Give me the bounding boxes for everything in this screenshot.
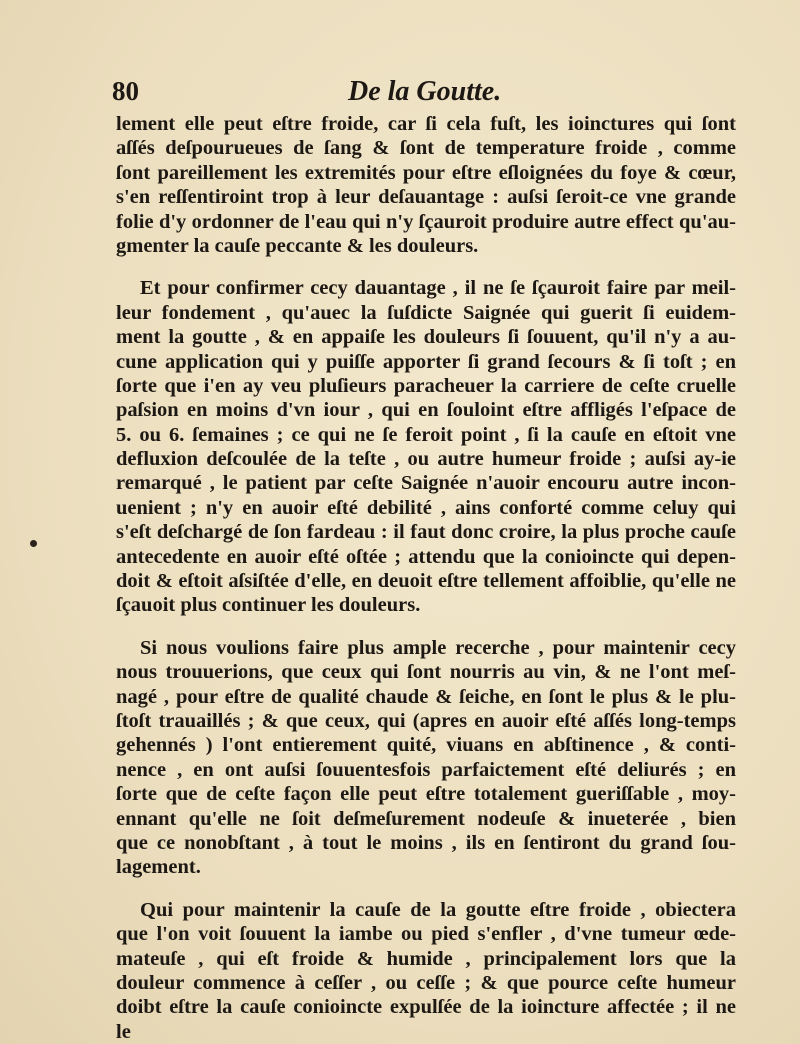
text-line: ment la goutte , & en appaiſe les douleurs ſi ſouuent, qu'il n'y a au- <box>116 326 736 349</box>
text-line: lagement. <box>116 856 201 879</box>
text-line: nagé , pour eſtre de qualité chaude & ſeiche, en ſont le plus & le plu- <box>116 685 736 708</box>
text-line: gmenter la cauſe peccante & les douleurs. <box>116 234 479 257</box>
text-line: mateuſe , qui eſt froide & humide , principalement lors que la <box>116 947 736 970</box>
text-line: folie d'y ordonner de l'eau qui n'y ſçauroit produire autre effect qu'au- <box>116 210 736 233</box>
text-line: ennant qu'elle ne ſoit deſmeſurement nodeuſe & inueterée , bien <box>116 807 736 830</box>
paragraph <box>116 276 736 617</box>
text-line: paſsion en moins d'vn iour , qui en ſouloint eſtre affligés l'eſpace de <box>116 399 736 422</box>
text-line: nence , en ont auſsi ſouuentesfois parfaictement eſté deliurés ; en <box>116 758 736 781</box>
text-line: antecedente en auoir eſté oſtée ; attendu que la conioincte qui depen- <box>116 545 736 568</box>
page-header <box>112 76 732 116</box>
text-line: s'en reſſentiroint trop à leur deſauantage : auſsi ſeroit-ce vne grande <box>116 186 736 209</box>
paragraph <box>116 636 736 880</box>
text-line: douleur commence à ceſſer , ou ceſſe ; & que pource ceſte humeur <box>116 971 736 994</box>
text-line: Et pour confirmer cecy dauantage , il ne ſe ſçauroit faire par meil- <box>140 277 736 300</box>
text-line: doibt eſtre la cauſe conioincte expulſée de la ioincture affectée ; il ne <box>116 996 736 1019</box>
text-line: s'eſt deſchargé de ſon fardeau : il faut donc croire, la plus proche cauſe <box>116 521 736 544</box>
text-line: ſorte que i'en ay veu pluſieurs paracheuer la carriere de ceſte cruelle <box>116 374 736 397</box>
text-line: Si nous voulions faire plus ample recerche , pour maintenir cecy <box>140 636 736 659</box>
text-line: leur fondement , qu'auec la ſuſdicte Saignée qui guerit ſi euidem- <box>116 301 736 324</box>
text-line: ſont pareillement les extremités pour eſtre eſloignées du foye & cœur, <box>116 161 736 184</box>
text-line: lement elle peut eſtre froide, car ſi cela fuſt, les ioinctures qui ſont <box>116 113 736 135</box>
text-line: cune application qui y puiſſe apporter ſi grand ſecours & ſi toſt ; en <box>116 350 736 373</box>
text-line: gehennés ) l'ont entierement quité, viuans en abſtinence , & conti- <box>116 734 736 757</box>
margin-dot <box>30 540 37 547</box>
running-title: De la Goutte. <box>348 76 502 107</box>
text-line: aſſés deſpourueues de ſang & ſont de temperature froide , comme <box>116 137 736 160</box>
text-line: ſtoſt trauaillés ; & que ceux, qui (apres en auoir eſté aſſés long-temps <box>116 709 736 732</box>
page-number: 80 <box>112 76 139 106</box>
text-line: defluxion deſcoulée de la teſte , ou autre humeur froide ; auſsi ay-ie <box>116 448 736 471</box>
text-line: remarqué , le patient par ceſte Saignée n'auoir encouru autre incon- <box>116 472 736 495</box>
text-line: ſorte que de ceſte façon elle peut eſtre totalement gueriſſable , moy- <box>116 783 736 806</box>
text-line: que l'on voit ſouuent la iambe ou pied s'enfler , d'vne tumeur œde- <box>116 923 736 946</box>
text-line: que ce nonobſtant , à tout le moins , ils en ſentiront du grand ſou- <box>116 831 736 854</box>
text-line: Qui pour maintenir la cauſe de la goutte eſtre froide , obiectera <box>140 898 736 921</box>
text-line: uenient ; n'y en auoir eſté debilité , ains conforté comme celuy qui <box>116 496 736 519</box>
text-line: 5. ou 6. ſemaines ; ce qui ne ſe feroit point , ſi la cauſe en eſtoit vne <box>116 423 736 446</box>
text-line: le <box>116 1020 131 1043</box>
paragraph <box>116 898 736 1044</box>
text-line: ſçauoit plus continuer les douleurs. <box>116 594 421 617</box>
paragraph <box>116 112 736 258</box>
body-text <box>116 112 736 1044</box>
text-line: nous trouuerions, que ceux qui ſont nourris au vin, & ne l'ont meſ- <box>116 661 736 684</box>
text-line: doit & eſtoit aſsiſtée d'elle, en deuoit eſtre tellement affoiblie, qu'elle ne <box>116 570 736 593</box>
